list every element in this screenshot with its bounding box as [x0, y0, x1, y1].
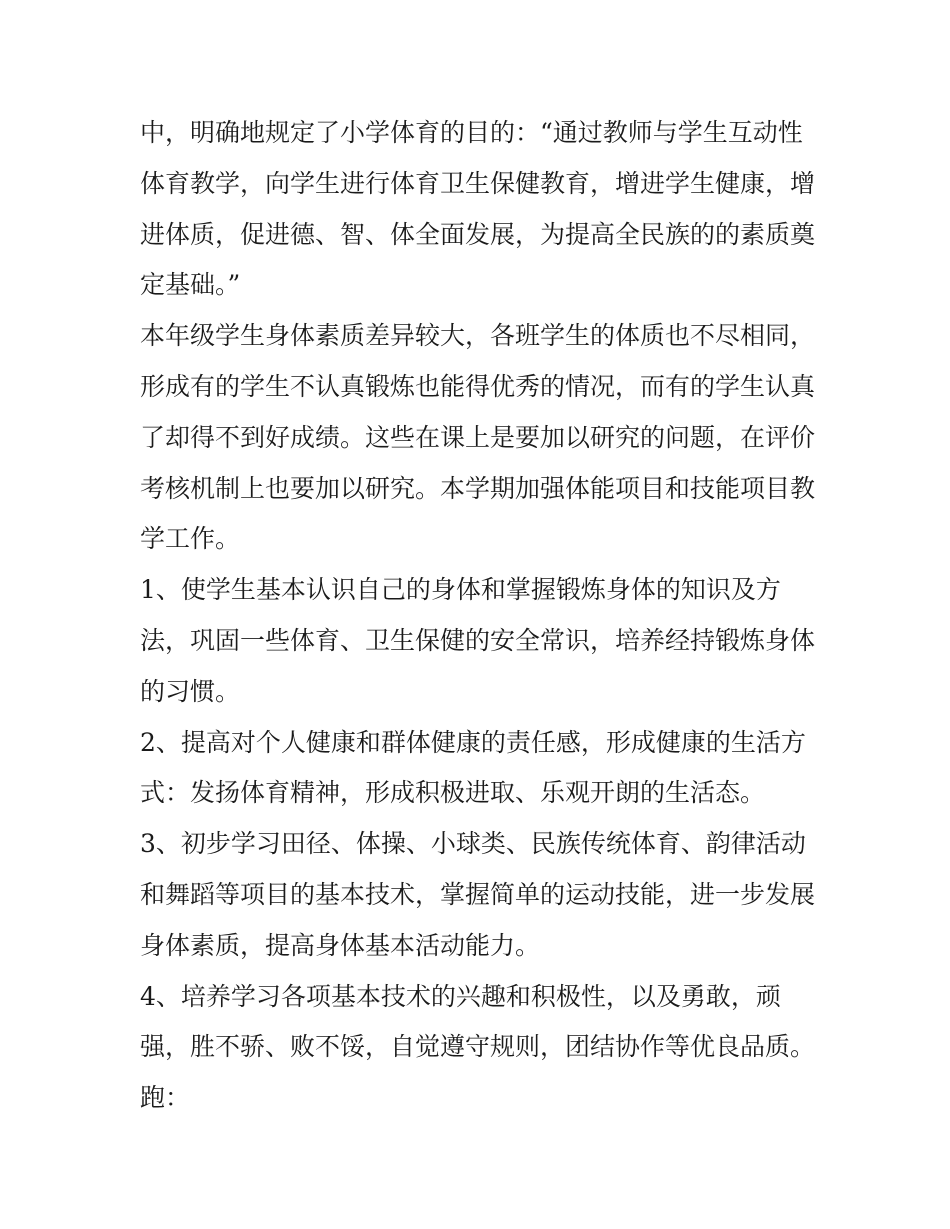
- text-line: 的习惯。: [140, 676, 241, 706]
- text-line: 式：发扬体育精神，形成积极进取、乐观开朗的生活态。: [140, 778, 766, 808]
- text-line: 本年级学生身体素质差异较大，各班学生的体质也不尽相同，: [140, 321, 816, 351]
- text-line: 2、提高对个人健康和群体健康的责任感，形成健康的生活方: [140, 727, 806, 757]
- text-line: 跑：: [140, 1083, 191, 1113]
- text-line: 和舞蹈等项目的基本技术，掌握简单的运动技能，进一步发展: [140, 879, 816, 909]
- text-line: 体育教学，向学生进行体育卫生保健教育，增进学生健康，增: [140, 168, 816, 198]
- text-line: 1、使学生基本认识自己的身体和掌握锻炼身体的知识及方: [140, 575, 781, 605]
- text-line: 3、初步学习田径、体操、小球类、民族传统体育、韵律活动: [140, 829, 806, 859]
- text-line: 考核机制上也要加以研究。本学期加强体能项目和技能项目教: [140, 473, 816, 503]
- text-line: 进体质，促进德、智、体全面发展，为提高全民族的的素质奠: [140, 219, 816, 249]
- text-line: 强，胜不骄、败不馁，自觉遵守规则，团结协作等优良品质。: [140, 1032, 816, 1062]
- document-body: [140, 108, 820, 1124]
- text-line: 身体素质，提高身体基本活动能力。: [140, 930, 541, 960]
- text-line: 法，巩固一些体育、卫生保健的安全常识，培养经持锻炼身体: [140, 625, 816, 655]
- text-line: 定基础。”: [140, 270, 241, 300]
- text-line: 了却得不到好成绩。这些在课上是要加以研究的问题，在评价: [140, 422, 816, 452]
- text-line: 学工作。: [140, 524, 241, 554]
- text-line: 中，明确地规定了小学体育的目的：“通过教师与学生互动性: [140, 118, 803, 147]
- text-line: 4、培养学习各项基本技术的兴趣和积极性，以及勇敢，顽: [140, 981, 781, 1011]
- text-line: 形成有的学生不认真锻炼也能得优秀的情况，而有的学生认真: [140, 371, 816, 401]
